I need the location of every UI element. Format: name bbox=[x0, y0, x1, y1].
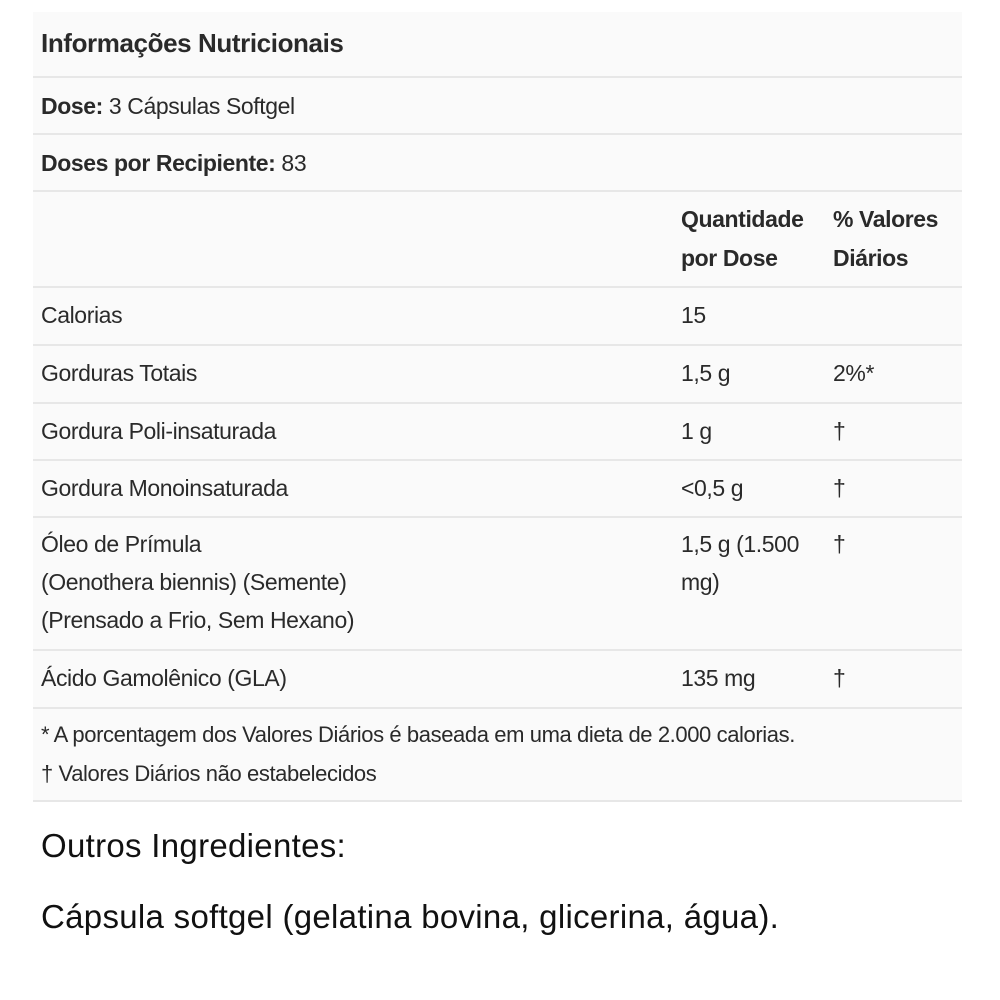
nutrient-amount-line2: mg) bbox=[681, 569, 720, 595]
nutrient-daily-value: † bbox=[833, 475, 846, 501]
servings-per-container bbox=[41, 146, 306, 180]
table-row-evening-primrose-oil bbox=[33, 518, 962, 651]
other-ingredients-heading: Outros Ingredientes: bbox=[41, 827, 346, 864]
nutrient-amount-line1: 1,5 g (1.500 bbox=[681, 531, 799, 557]
daily-value-header-line1: % Valores bbox=[833, 206, 939, 232]
table-bottom-divider bbox=[33, 800, 962, 802]
nutrient-name-line1: Óleo de Prímula bbox=[41, 531, 202, 557]
not-established-footnote: † Valores Diários não estabelecidos bbox=[41, 761, 377, 786]
serving-size bbox=[41, 89, 295, 123]
servings-per-container-label: Doses por Recipiente: bbox=[41, 150, 276, 176]
nutrient-amount: <0,5 g bbox=[681, 475, 744, 501]
column-header-row bbox=[33, 192, 962, 288]
table-row-gla bbox=[33, 651, 962, 709]
nutrition-title-row bbox=[33, 12, 962, 78]
nutrient-name: Gorduras Totais bbox=[41, 360, 197, 386]
nutrient-daily-value: † bbox=[833, 665, 846, 691]
nutrition-title: Informações Nutricionais bbox=[41, 28, 344, 58]
nutrient-amount: 1 g bbox=[681, 418, 712, 444]
table-row-polyunsaturated-fat bbox=[33, 404, 962, 461]
nutrient-name: Ácido Gamolênico (GLA) bbox=[41, 665, 287, 691]
table-row-total-fat bbox=[33, 346, 962, 404]
servings-per-container-value: 83 bbox=[275, 150, 307, 176]
table-row-monounsaturated-fat bbox=[33, 461, 962, 518]
other-ingredients-text: Cápsula softgel (gelatina bovina, glicerina, água). bbox=[41, 898, 780, 935]
nutrient-name: Calorias bbox=[41, 302, 123, 328]
daily-value-header-line2: Diários bbox=[833, 245, 909, 271]
serving-size-row bbox=[33, 78, 962, 135]
servings-per-container-row bbox=[33, 135, 962, 192]
nutrient-amount: 135 mg bbox=[681, 665, 756, 691]
daily-value-footnote: * A porcentagem dos Valores Diários é baseada em uma dieta de 2.000 calorias. bbox=[41, 722, 795, 747]
nutrient-daily-value: 2%* bbox=[833, 360, 874, 386]
nutrient-name: Gordura Poli-insaturada bbox=[41, 418, 276, 444]
nutrient-amount: 15 bbox=[681, 302, 706, 328]
nutrient-name-line2: (Oenothera biennis) (Semente) bbox=[41, 569, 347, 595]
nutrient-amount: 1,5 g bbox=[681, 360, 731, 386]
nutrient-name: Gordura Monoinsaturada bbox=[41, 475, 288, 501]
amount-header-line1: Quantidade bbox=[681, 206, 804, 232]
nutrient-daily-value: † bbox=[833, 531, 846, 557]
serving-size-value: 3 Cápsulas Softgel bbox=[102, 93, 295, 119]
serving-size-label: Dose: bbox=[41, 93, 103, 119]
amount-header-line2: por Dose bbox=[681, 245, 778, 271]
nutrient-daily-value: † bbox=[833, 418, 846, 444]
table-row-calories bbox=[33, 288, 962, 346]
nutrient-name-line3: (Prensado a Frio, Sem Hexano) bbox=[41, 607, 355, 633]
